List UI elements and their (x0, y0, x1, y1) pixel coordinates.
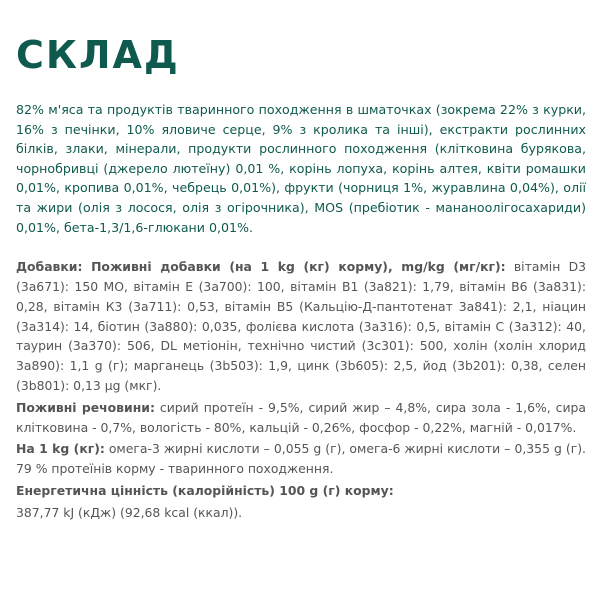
composition-text: 82% м'яса та продуктів тваринного походження в шматочках (зокрема 22% з курки, 16% з печінки, 10% яловиче серце, 9% з кролика та інші), екстракти рослинних білків, злаки, мінерали, продукти рослинного походження (клітковина бурякова, чорнобривці (джерело лютеїну) 0,01 %, корінь лопуха, корінь алтея, квіти ромашки 0,01%, кропива 0,01%, чебрець 0,01%), фрукти (чорниця 1%, журавлина 0,04%), олії та жири (олія з лосося, олія з огірочника), MOS (пребіотик - мананоолігосахариди) 0,01%, бета-1,3/1,6-глюкани 0,01%. (16, 102, 586, 235)
nutrients-text: сирий протеїн - 9,5%, сирий жир – 4,8%, сира зола - 1,6%, сира клітковина - 0,7%, вологість - 80%, кальцій - 0,26%, фосфор - 0,22%, магній - 0,017%. (16, 399, 587, 435)
nutrients-paragraph (16, 398, 586, 438)
per-kg-text: омега-3 жирні кислоти – 0,055 g (г), омега-6 жирні кислоти – 0,355 g (г). 79 % протеїнів корму - тваринного походження. (16, 441, 586, 477)
per-kg-paragraph (16, 439, 586, 479)
additives-paragraph (16, 257, 586, 396)
per-kg-label: На 1 kg (кг): (16, 441, 105, 457)
energy-text: 387,77 kJ (кДж) (92,68 kcal (ккал)). (16, 504, 243, 520)
energy-label-paragraph (16, 481, 586, 501)
energy-label: Енергетична цінність (калорійність) 100 g (г) корму: (16, 482, 394, 498)
page-title: СКЛАД (16, 33, 180, 77)
product-info (16, 0, 586, 525)
nutrients-label: Поживні речовини: (16, 399, 155, 415)
energy-value-paragraph (16, 503, 586, 523)
additives-label: Добавки: Поживні добавки (на 1 kg (кг) корму), mg/kg (мг/кг): (16, 259, 506, 275)
additives-text: вітамін D3 (3a671): 150 МО, вітамін Е (3a700): 100, вітамін В1 (3a821): 1,79, вітамін В6 (3a831): 0,28, вітамін К3 (3a711): 0,53, вітамін В5 (Кальцію-Д-пантотенат 3a841): 2,1, ніацин (3a314): 14, біотин (3a880): 0,035, фолієва кислота (3a316): 0,5, вітамін С (3a312): 40, таурин (3a370): 506, DL метіонін, технічно чистий (3c301): 500, холін (холін хлорид 3a890): 1,1 g (г); марганець (3b503): 1,9, цинк (3b605): 2,5, йод (3b201): 0,38, селен (3b801): 0,13 µg (мкг). (16, 259, 586, 393)
nutrition-info (16, 257, 586, 522)
